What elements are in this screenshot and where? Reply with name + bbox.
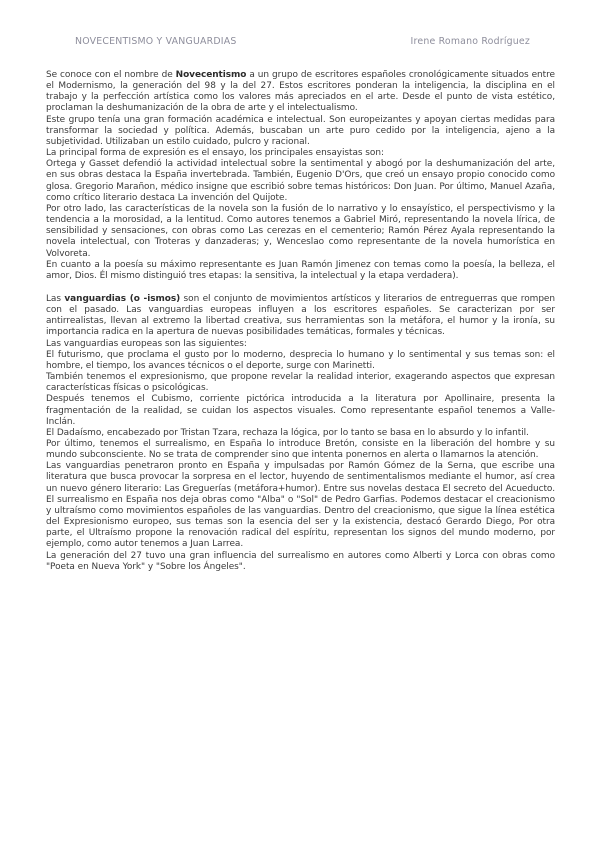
bold-term: vanguardias (o -ismos): [64, 293, 181, 304]
paragraph: Las vanguardias penetraron pronto en España y impulsadas por Ramón Gómez de la Serna, que escribe una literatura que busca provocar la sorpresa en el lector, huyendo de sentimentalismos mediante el humor, así crea un nuevo género literario: Las Greguerías (metáfora+humor). Entre sus novelas destaca El secreto del Acueducto. El surrealismo en España nos deja obras como "Alba" o "Sol" de Pedro Garfias. Podemos destacar el creacionismo y ultraísmo como movimientos españoles de las vanguardias. Dentro del creacionismo, que sigue la línea estética del Expresionismo europeo, sus temas son la esencia del ser y la existencia, destacó Gerardo Diego, Por otra parte, el Ultraísmo propone la renovación radical del espíritu, representan los signos del mundo moderno, por ejemplo, como autor tenemos a Juan Larrea.: [46, 461, 555, 550]
paragraph-text: a un grupo de escritores españoles cronológicamente situados entre el Modernismo, la generación del 98 y la del 27. Estos escritores ponderan la inteligencia, la disciplina en el trabajo y la perfección artística como los valores más apreciados en el arte. Desde el punto de vista estético, proclaman la deshumanización de la obra de arte y el intelectualismo.: [46, 70, 555, 114]
document-body: [46, 70, 555, 573]
paragraph: La principal forma de expresión es el ensayo, los principales ensayistas son:: [46, 148, 384, 159]
paragraph: Las vanguardias europeas son las siguientes:: [46, 338, 247, 349]
header-author: Irene Romano Rodríguez: [410, 36, 530, 47]
header-title: NOVECENTISMO Y VANGUARDIAS: [75, 36, 237, 47]
paragraph: El futurismo, que proclama el gusto por lo moderno, desprecia lo humano y lo sentimental y sus temas son: el hombre, el tiempo, los avances técnicos o el deporte, surge con Marinetti.: [46, 349, 555, 371]
paragraph: [46, 70, 555, 115]
paragraph: Ortega y Gasset defendió la actividad intelectual sobre la sentimental y abogó por la deshumanización del arte, en sus obras destaca la España invertebrada. También, Eugenio D'Ors, que creó un ensayo propio conocido como glosa. Gregorio Marañon, médico insigne que escribió sobre temas históricos: Don Juan. Por último, Manuel Azaña, como crítico literario destaca La invención del Quijote.: [46, 159, 555, 203]
section-spacer: [46, 282, 555, 294]
paragraph: La generación del 27 tuvo una gran influencia del surrealismo en autores como Alberti y Lorca con obras como "Poeta en Nueva York" y "Sobre los Ángeles".: [46, 550, 555, 572]
paragraph-text: Las: [46, 293, 65, 304]
paragraph-text: son el conjunto de movimientos artísticos y literarios de entreguerras que rompen con el pasado. Las vanguardias europeas influyen a los escritores españoles. Se caracterizan por ser antirrealistas, llevan al extremo la libertad creativa, sus herramientas son la metáfora, el humor y la ironía, su importancia radica en la apertura de nuevas posibilidades temáticas, formales y técnicas.: [46, 293, 555, 338]
paragraph: Este grupo tenía una gran formación académica e intelectual. Son europeizantes y apoyan ciertas medidas para transformar la sociedad y política. Además, buscaban un arte puro cedido por la inteligencia, ajeno a la subjetividad. Utilizaban un estilo cuidado, pulcro y racional.: [46, 114, 555, 147]
bold-term: Novecentismo: [175, 70, 247, 80]
paragraph-text: Se conoce con el nombre de: [46, 70, 176, 80]
paragraph: Después tenemos el Cubismo, corriente pictórica introducida a la literatura por Apollinaire, presenta la fragmentación de la realidad, se cuidan los aspectos visuales. Como representante español tenemos a Valle- Inclán.: [46, 394, 555, 427]
paragraph: Por otro lado, las características de la novela son la fusión de lo narrativo y lo ensayístico, el perspectivismo y la tendencia a la morosidad, a la lentitud. Como autores tenemos a Gabriel Miró, representando la novela lírica, de sensibilidad y sensaciones, con obras como Las cerezas en el cementerio; Ramón Pérez Ayala representando la novela intelectual, con Troteras y danzaderas; y, Wenceslao como representante de la novela humorística en Volvoreta.: [46, 203, 555, 259]
paragraph: Por último, tenemos el surrealismo, en España lo introduce Bretón, consiste en la liberación del hombre y su mundo subconsciente. No se trata de comprender sino que intenta ponernos en alerta o llamarnos la atención.: [46, 439, 555, 461]
paragraph: También tenemos el expresionismo, que propone revelar la realidad interior, exagerando aspectos que expresan características físicas o psicológicas.: [46, 372, 555, 394]
paragraph: [46, 294, 555, 339]
paragraph: En cuanto a la poesía su máximo representante es Juan Ramón Jimenez con temas como la poesía, la belleza, el amor, Dios. Él mismo distinguió tres etapas: la sensitiva, la intelectual y la etapa verdadera).: [46, 259, 555, 281]
paragraph: El Dadaísmo, encabezado por Tristan Tzara, rechaza la lógica, por lo tanto se basa en lo absurdo y lo infantil.: [46, 427, 529, 438]
